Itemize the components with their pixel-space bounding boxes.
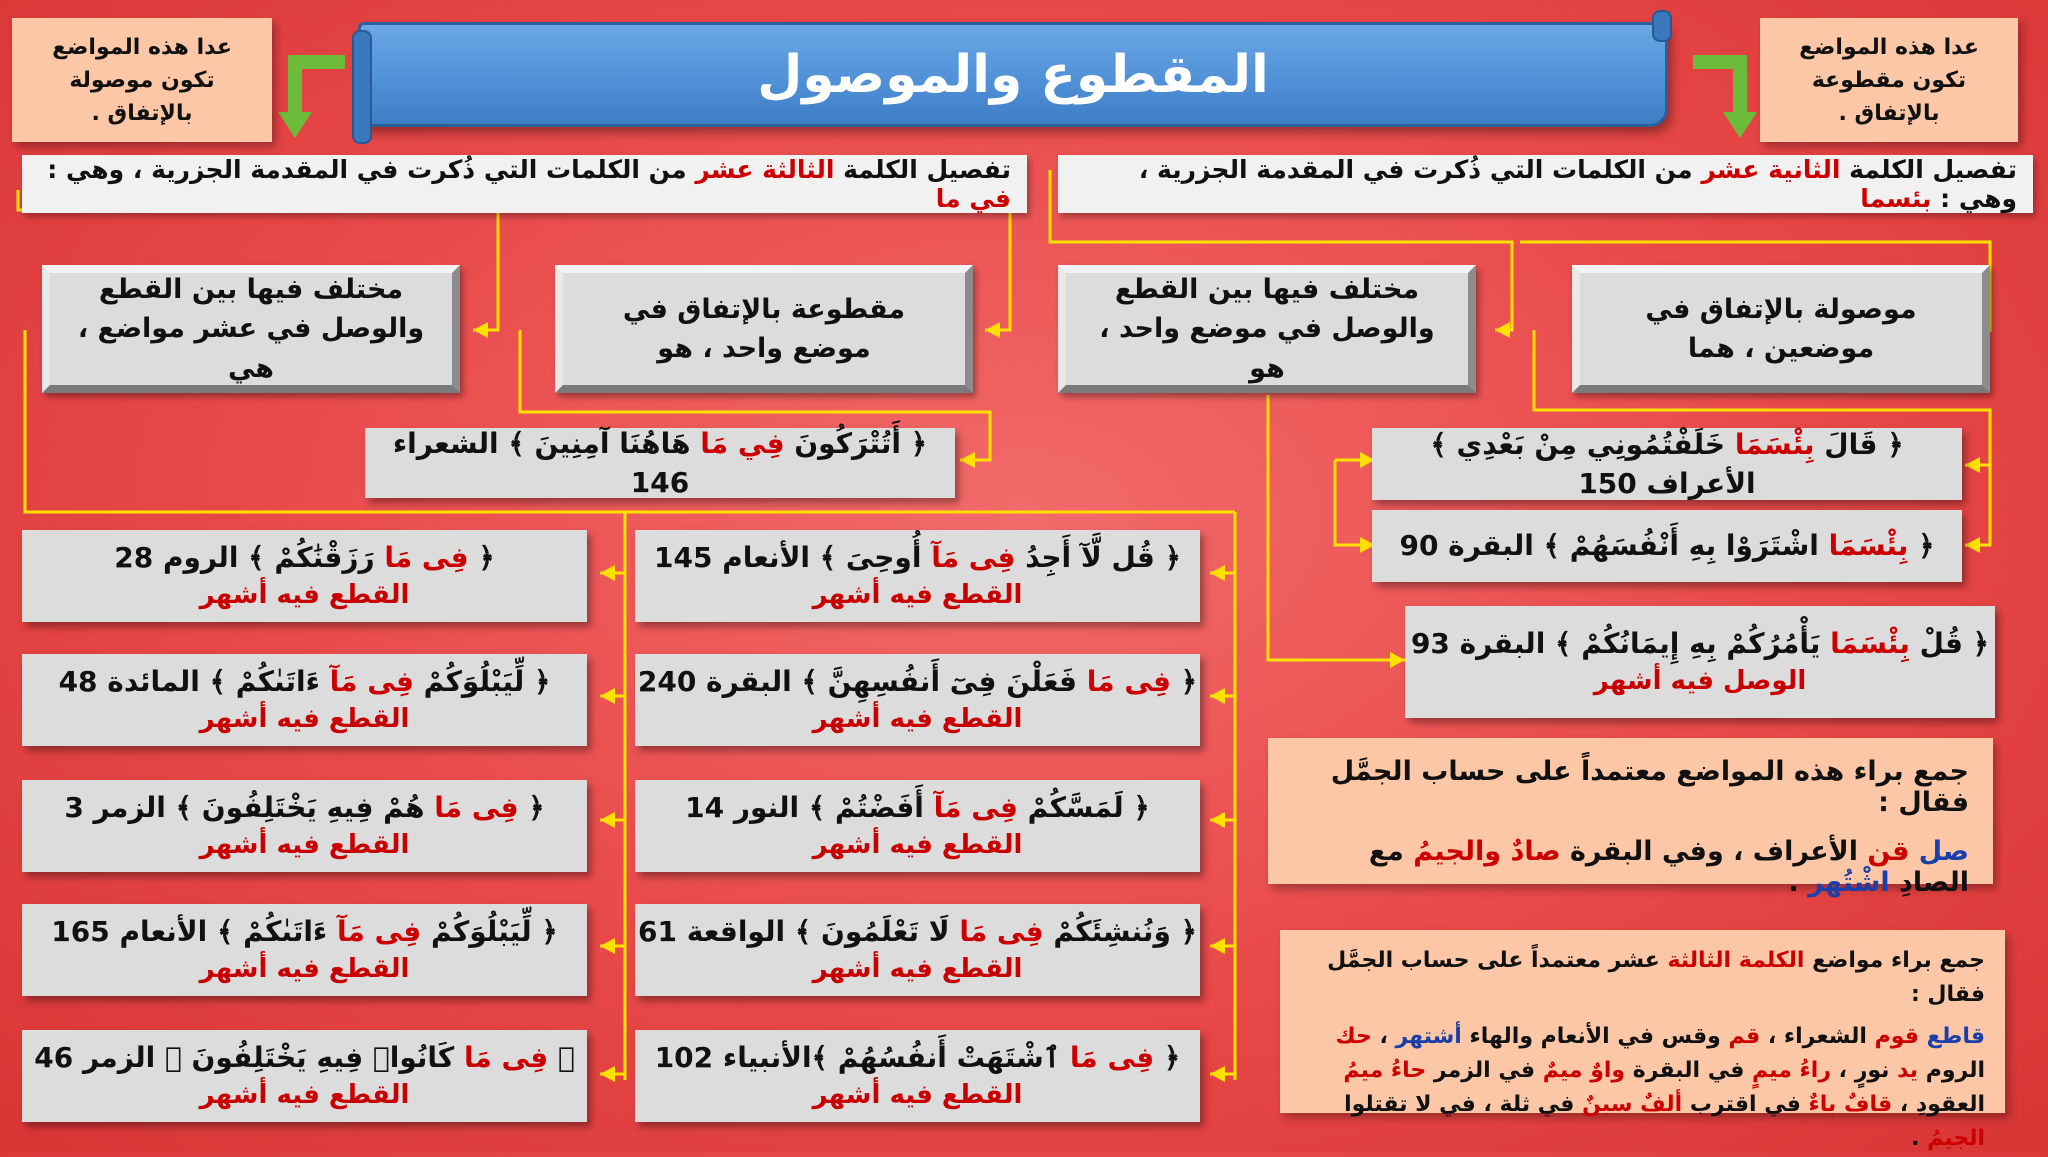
verse-bisma-3: ﴿ قُلْ بِئْسَمَا يَأْمُرُكُمْ بِهِ إِيمَانُكُمْ ﴾ البقرة 93 الوصل فيه أشهر [1405, 606, 1995, 718]
verse-fima-outer-3: ﴿ فِى مَا هُمْ فِيهِ يَخْتَلِفُونَ ﴾ الزمر 3 القطع فيه أشهر [22, 780, 587, 872]
summary-1-head: جمع براء هذه المواضع معتمداً على حساب الجمَّل فقال : [1330, 756, 1969, 818]
scroll-roll-left [352, 30, 372, 144]
verse-note: القطع فيه أشهر [812, 704, 1023, 735]
summary-2-head: جمع براء مواضع الكلمة الثالثة عشر معتمداً على حساب الجمَّل فقال : [1327, 948, 1985, 1008]
verse-note: القطع فيه أشهر [199, 1080, 410, 1111]
verse-fima-inner-1: ﴿ قُل لَّآ أَجِدُ فِى مَآ أُوحِىَ ﴾ الأنعام 145 القطع فيه أشهر [635, 530, 1200, 622]
verse-note: الوصل فيه أشهر [1593, 666, 1807, 697]
verse-fima-inner-2: ﴿ فِى مَا فَعَلْنَ فِىٓ أَنفُسِهِنَّ ﴾ البقرة 240 القطع فيه أشهر [635, 654, 1200, 746]
verse-note: القطع فيه أشهر [199, 704, 410, 735]
summary-2-body: قاطع قوم الشعراء ، قم وقس في الأنعام والهاء أشتهر ، حك الروم يد نورٍ ، راءُ ميمٍ في البقرة واوٌ ميمٌ في الزمر حاءُ ميمُ العقودِ ، قافٌ باءٌ في اقترب ألفٌ سينٌ في ثلة ، في لا تقتلوا الجيمُ . [1335, 1024, 1985, 1152]
verse-fima-outer-1: ﴿ فِى مَا رَزَقْنَٰكُمْ ﴾ الروم 28 القطع فيه أشهر [22, 530, 587, 622]
verse-fima-outer-4: ﴿ لِّيَبْلُوَكُمْ فِى مَآ ءَاتَىٰكُمْ ﴾ الأنعام 165 القطع فيه أشهر [22, 904, 587, 996]
note-left: عدا هذه المواضع تكون موصولة بالإتفاق . [12, 18, 272, 142]
right-detail: تفصيل الكلمة الثانية عشر من الكلمات التي ذُكرت في المقدمة الجزرية ، وهي : بئسما [1058, 155, 2033, 213]
green-arrow-right-icon [1693, 62, 1757, 138]
scroll-roll-right [1652, 10, 1672, 42]
left-detail: تفصيل الكلمة الثالثة عشر من الكلمات التي ذُكرت في المقدمة الجزرية ، وهي : في ما [22, 155, 1027, 213]
verse-note: القطع فيه أشهر [812, 954, 1023, 985]
verse-note: القطع فيه أشهر [199, 580, 410, 611]
verse-fima-inner-3: ﴿ لَمَسَّكُمْ فِى مَآ أَفَضْتُمْ ﴾ النور 14 القطع فيه أشهر [635, 780, 1200, 872]
summary-2 [1280, 930, 2005, 1152]
verse-note: القطع فيه أشهر [812, 1080, 1023, 1111]
verse-note: القطع فيه أشهر [199, 954, 410, 985]
category-c3: مقطوعة بالإتفاق في موضع واحد ، هو [555, 265, 973, 393]
verse-fima-outer-5: ﴿ فِى مَا كَانُوا۟ فِيهِ يَخْتَلِفُونَ ﴾ الزمر 46 القطع فيه أشهر [22, 1030, 587, 1122]
page-title [358, 22, 1668, 127]
category-c4: مختلف فيها بين القطع والوصل في عشر مواضع ، هي [42, 265, 460, 393]
page-title-text: المقطوع والموصول [757, 44, 1269, 105]
category-c2: مختلف فيها بين القطع والوصل في موضع واحد ، هو [1058, 265, 1476, 393]
verse-note: القطع فيه أشهر [199, 830, 410, 861]
summary-1 [1268, 738, 1993, 898]
verse-bisma-1: ﴿ قَالَ بِئْسَمَا خَلَفْتُمُونِي مِنْ بَعْدِي ﴾ الأعراف 150 [1372, 428, 1962, 500]
verse-note: القطع فيه أشهر [812, 830, 1023, 861]
verse-fima-inner-4: ﴿ وَنُنشِئَكُمْ فِى مَا لَا تَعْلَمُونَ ﴾ الواقعة 61 القطع فيه أشهر [635, 904, 1200, 996]
verse-fima-outer-2: ﴿ لِّيَبْلُوَكُمْ فِى مَآ ءَاتَىٰكُمْ ﴾ المائدة 48 القطع فيه أشهر [22, 654, 587, 746]
verse-fima-inner-5: ﴿ فِى مَا ٱشْتَهَتْ أَنفُسُهُمْ ﴾الأنبياء 102 القطع فيه أشهر [635, 1030, 1200, 1122]
green-arrow-left-icon [278, 62, 345, 138]
verse-shuara: ﴿ أَتُتْرَكُونَ فِي مَا هَاهُنَا آمِنِينَ ﴾ الشعراء 146 [365, 428, 955, 498]
note-right: عدا هذه المواضع تكون مقطوعة بالإتفاق . [1760, 18, 2018, 142]
summary-1-line: صل قن الأعراف ، وفي البقرة صادٌ والجيمُ مع الصادِ اشْتُهر . [1368, 836, 1969, 898]
category-c1: موصولة بالإتفاق في موضعين ، هما [1572, 265, 1990, 393]
verse-note: القطع فيه أشهر [812, 580, 1023, 611]
verse-bisma-2: ﴿ بِئْسَمَا اشْتَرَوْا بِهِ أَنْفُسَهُمْ ﴾ البقرة 90 [1372, 510, 1962, 582]
